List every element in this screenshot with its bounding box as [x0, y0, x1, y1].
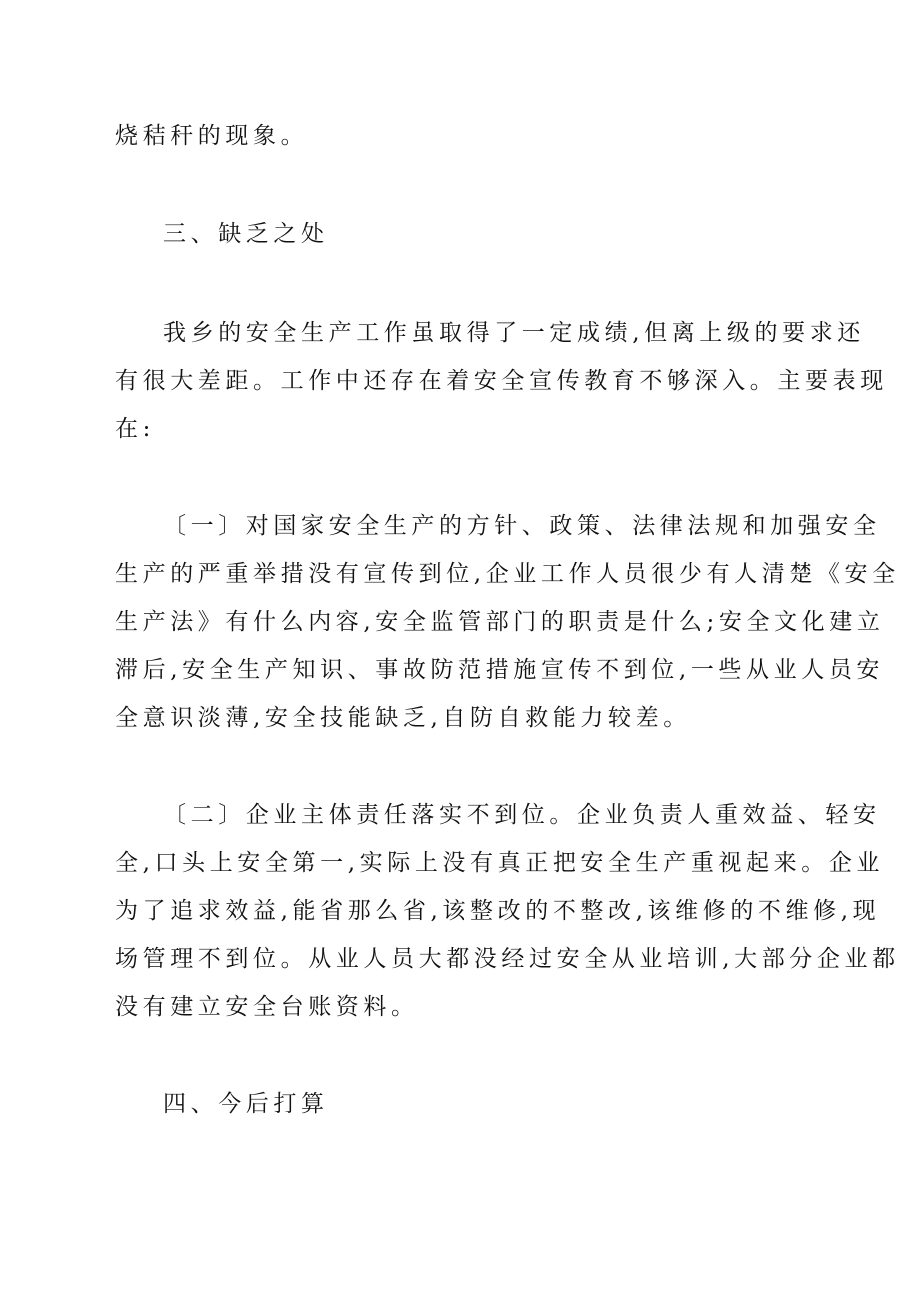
paragraph-line: 生产法》有什么内容,安全监管部门的职责是什么;安全文化建立 — [115, 609, 885, 635]
paragraph-line: 滞后,安全生产知识、事故防范措施宣传不到位,一些从业人员安 — [115, 657, 885, 683]
paragraph-line: 在: — [115, 416, 155, 442]
section-heading-future-plans: 四、今后打算 — [163, 1091, 329, 1117]
paragraph-line: 场管理不到位。从业人员大都没经过安全从业培训,大部分企业都 — [115, 946, 900, 972]
section-heading-shortcomings: 三、缺乏之处 — [163, 221, 329, 247]
text-line-continuation: 烧秸秆的现象。 — [115, 123, 309, 149]
paragraph-line: 生产的严重举措没有宣传到位,企业工作人员很少有人清楚《安全 — [115, 561, 900, 587]
paragraph-line: 有很大差距。工作中还存在着安全宣传教育不够深入。主要表现 — [115, 368, 888, 394]
paragraph-line: 〔一〕对国家安全生产的方针、政策、法律法规和加强安全 — [163, 513, 881, 539]
paragraph-line: 全意识淡薄,安全技能缺乏,自防自救能力较差。 — [115, 705, 691, 731]
paragraph-line: 〔二〕企业主体责任落实不到位。企业负责人重效益、轻安 — [163, 802, 881, 828]
paragraph-line: 全,口头上安全第一,实际上没有真正把安全生产重视起来。企业 — [115, 850, 885, 876]
paragraph-line: 为了追求效益,能省那么省,该整改的不整改,该维修的不维修,现 — [115, 898, 881, 924]
paragraph-line: 我乡的安全生产工作虽取得了一定成绩,但离上级的要求还 — [163, 320, 865, 346]
paragraph-line: 没有建立安全台账资料。 — [115, 994, 419, 1020]
